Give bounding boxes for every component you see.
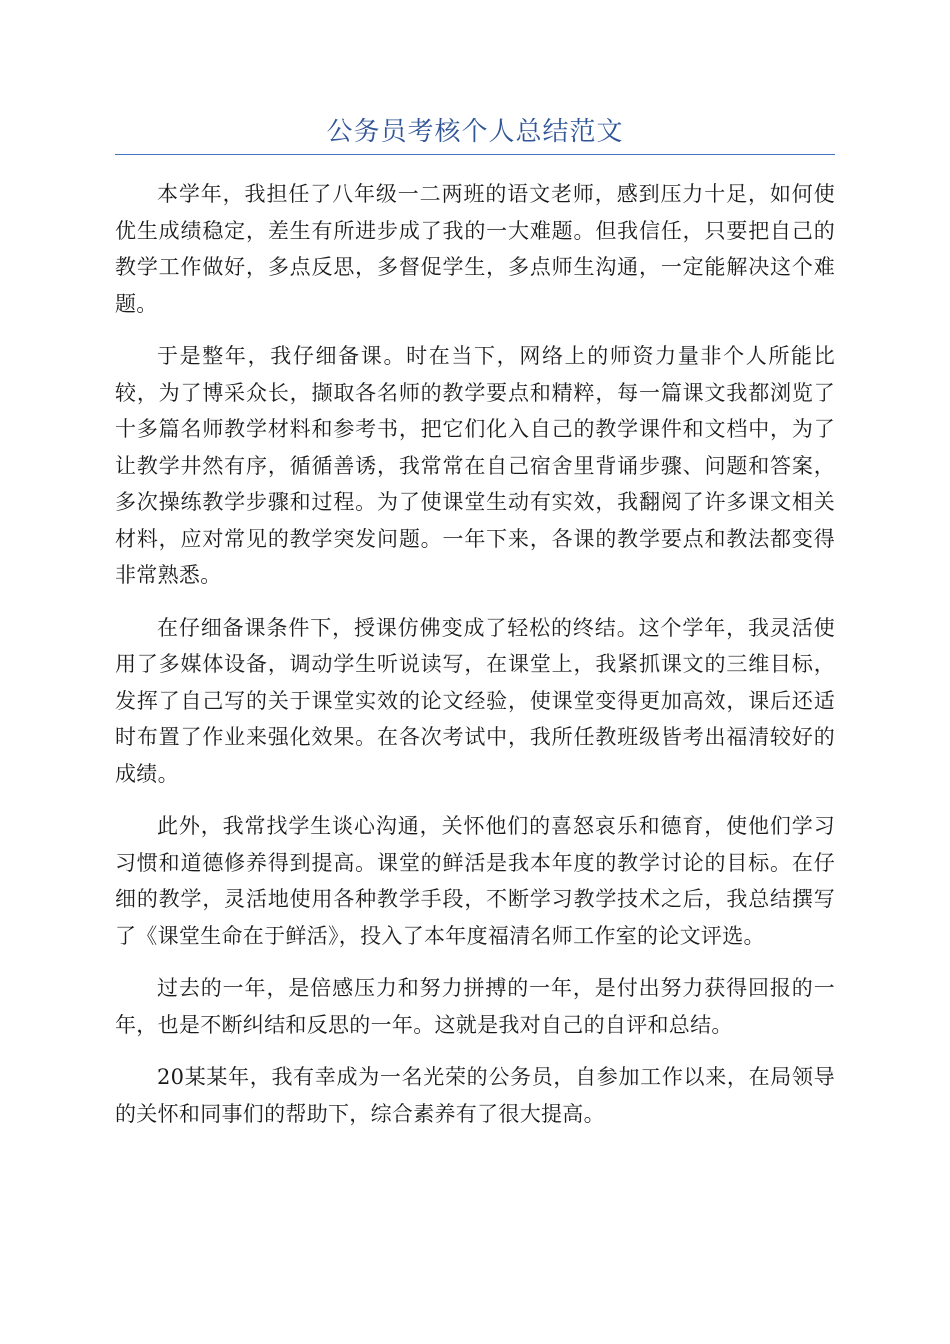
paragraph-1: 本学年，我担任了八年级一二两班的语文老师，感到压力十足，如何使优生成绩稳定，差生有所进步成了我的一大难题。但我信任，只要把自己的教学工作做好，多点反思，多督促学生，多点师生沟通，一定能解决这个难题。 xyxy=(115,182,835,316)
paragraph-6: 20某某年，我有幸成为一名光荣的公务员，自参加工作以来，在局领导的关怀和同事们的帮助下，综合素养有了很大提高。 xyxy=(115,1065,835,1126)
document-title: 公务员考核个人总结范文 xyxy=(326,117,624,147)
paragraph-4: 此外，我常找学生谈心沟通，关怀他们的喜怒哀乐和德育，使他们学习习惯和道德修养得到提高。课堂的鲜活是我本年度的教学讨论的目标。在仔细的教学，灵活地使用各种教学手段，不断学习教学技术之后，我总结撰写了《课堂生命在于鲜活》，投入了本年度福清名师工作室的论文评选。 xyxy=(115,814,835,948)
paragraph-5: 过去的一年，是倍感压力和努力拼搏的一年，是付出努力获得回报的一年，也是不断纠结和反思的一年。这就是我对自己的自评和总结。 xyxy=(115,976,835,1037)
document-body xyxy=(115,176,835,1148)
paragraph-3: 在仔细备课条件下，授课仿佛变成了轻松的终结。这个学年，我灵活使用了多媒体设备，调动学生听说读写，在课堂上，我紧抓课文的三维目标，发挥了自己写的关于课堂实效的论文经验，使课堂变得更加高效，课后还适时布置了作业来强化效果。在各次考试中，我所任教班级皆考出福清较好的成绩。 xyxy=(115,615,835,786)
paragraph-2: 于是整年，我仔细备课。时在当下，网络上的师资力量非个人所能比较，为了博采众长，撷取各名师的教学要点和精粹，每一篇课文我都浏览了十多篇名师教学材料和参考书，把它们化入自己的教学课件和文档中，为了让教学井然有序，循循善诱，我常常在自己宿舍里背诵步骤、问题和答案，多次操练教学步骤和过程。为了使课堂生动有实效，我翻阅了许多课文相关材料，应对常见的教学突发问题。一年下来，各课的教学要点和教法都变得非常熟悉。 xyxy=(115,344,835,587)
title-underline xyxy=(115,154,835,155)
